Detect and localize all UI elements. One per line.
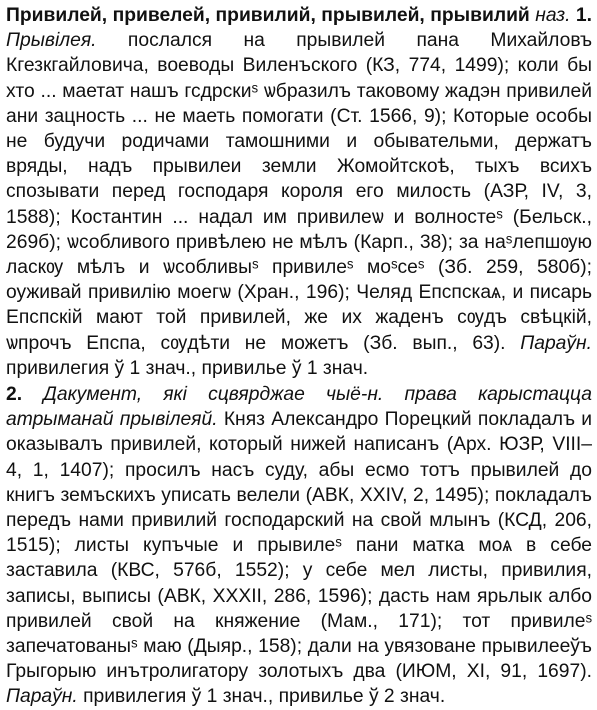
cross-reference-text: привилегия ў 1 знач., привилье ў 2 знач. [83,686,446,708]
part-of-speech: наз. [535,5,571,26]
sense-1-paragraph [6,3,592,381]
sense-number: 1. [575,5,593,26]
sense-number: 2. [6,384,23,406]
sense-2-paragraph [6,382,592,710]
cross-reference-label: Параўн. [6,686,78,708]
dictionary-entry [6,3,592,710]
sense-definition: Прывілея. [6,30,97,52]
cross-reference-text: привилегия ў 1 знач., привилье ў 1 знач. [6,357,369,379]
sense-definition: Дакумент, які сцвярджае чыё-н. права карыстацца атрыманай прывілеяй. [6,384,592,431]
headword: Привилей, привелей, привилий, прывилей, прывилий [6,5,530,26]
sense-citations: послался на прывилей пана Михайловъ Кгезкгайловича, воеводы Виленъского (КЗ, 774, 1499); коли бы хто ... маетат нашъ гсдрскиˢ ѡбразилъ таковому жадэн привилей ани зацность ... не маеть помогати (Ст. 1566, 9); Которые особы не будучи родичами тамошними и обывательми, держатъ вряды, надъ прывилеи земли Жомойтскоѣ, тыхъ всихъ спозывати перед господаря короля его милость (АЗР, IV, 3, 1588); Костантин ... надал им привилеѡ и волностеˢ (Бельск., 269б); ѡсобливого привѣлею не мѣлъ (Карп., 38); за наˢлепшѹю ласкѹ мѣлъ и ѡсобливыˢ привилеˢ моˢсеˢ (Зб. 259, 580б); оуживай привилію моегѡ (Хран., 196); Челяд Епспскаѧ, и писарь Епспскій мают той привилей, же их жаденъ сѹдъ свѣцкій, ѡпрочъ Епспа, сѹдѣти не можетъ (Зб. вып., 63). [6,30,592,354]
sense-citations: Княз Александро Порецкий покладалъ и оказывалъ привилей, который нижей написанъ (Арх. ЮЗР, VIII–4, 1, 1407); просилъ насъ суду, абы есмо тотъ прывилей до книгъ земъскихъ уписать велели (АВК, XXIV, 2, 1495); покладалъ передъ нами привилий господарский на свой млынъ (КСД, 206, 1515); листы купъчые и прывилеˢ пани матка моѧ в себе заставила (КВС, 576б, 1552); у себе мел листы, привилия, записы, выписы (АВК, XXXII, 286, 1596); дасть нам ярьлык албо привилей свой на княжение (Мам., 171); тот привилеˢ запечатованыˢ маю (Дыяр., 158); дали на увязоване прывилееўъ Грыгорыю инътролигатору золотыхъ два (ИЮМ, XI, 91, 1697). [6,409,593,683]
cross-reference-label: Параўн. [520,332,593,354]
